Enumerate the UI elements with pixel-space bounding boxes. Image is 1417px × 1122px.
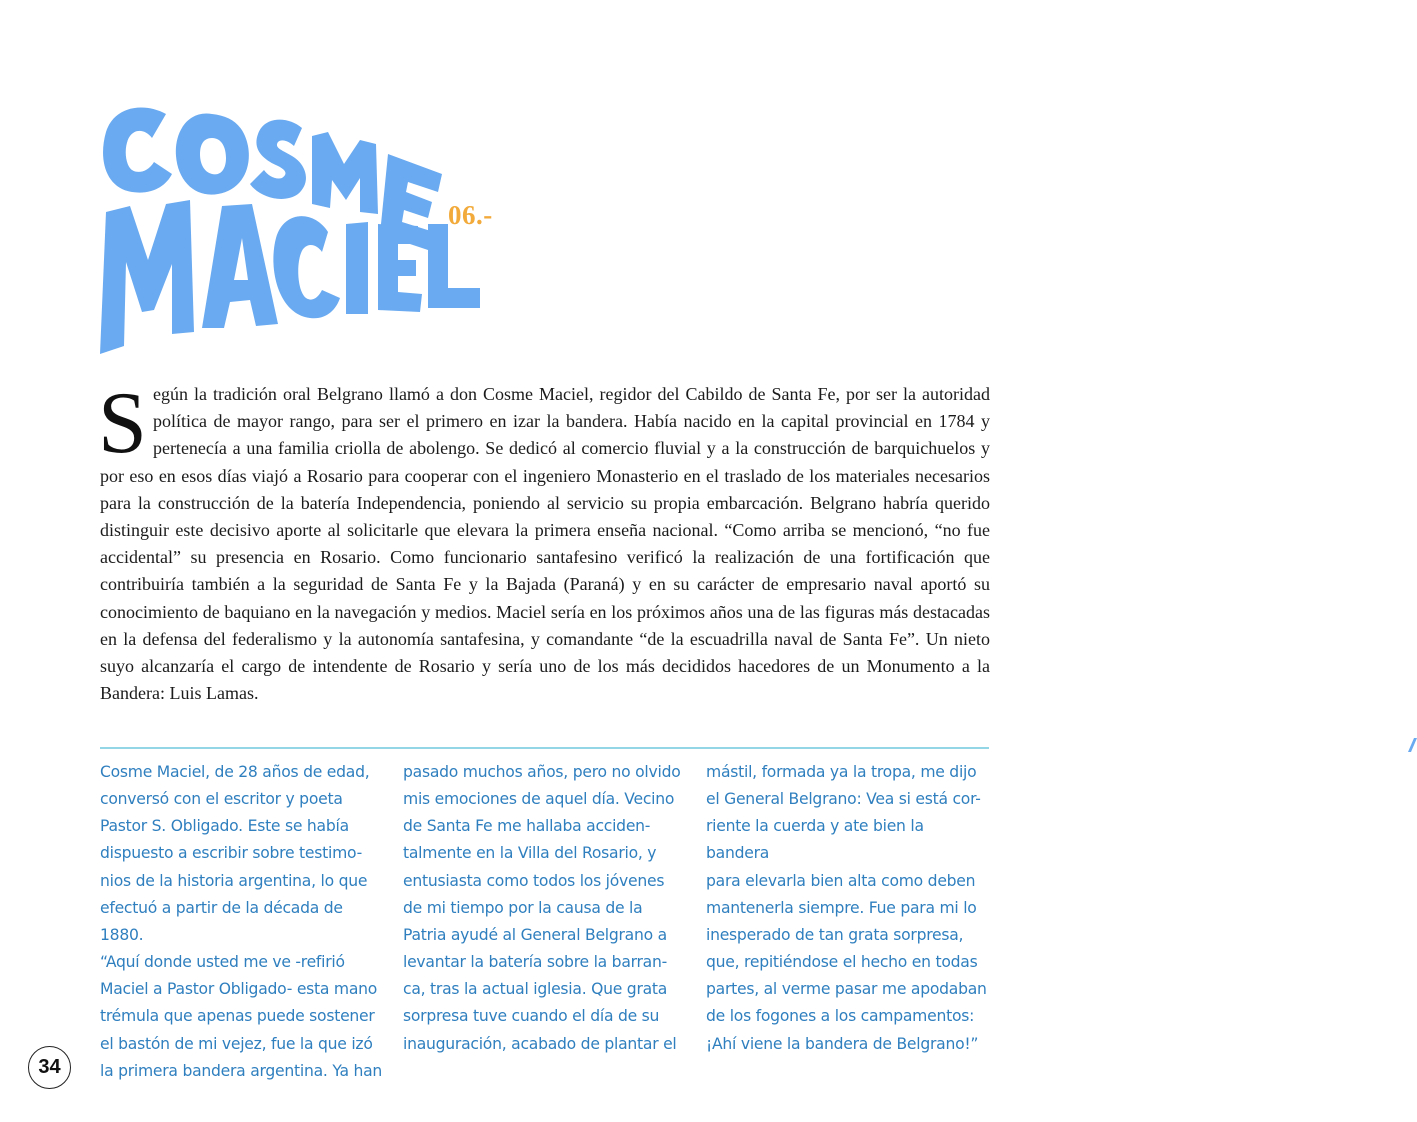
wavy-title-svg <box>92 92 492 362</box>
quote-column-2: pasado muchos años, pero no olvido mis emociones de aquel día. Vecino de Santa Fe me hallaba acciden- talmente en la Villa del Rosario, y entusiasta como todos los jóvenes de mi tiempo por la causa de la Patria ayudé al General Belgrano a levantar la batería sobre la barran- ca, tras la actual iglesia. Que grata sorpresa tuve cuando el día de su inauguración, acabado de plantar el <box>403 763 681 1053</box>
quote-column-3: mástil, formada ya la tropa, me dijo el General Belgrano: Vea si está cor- riente la cuerda y ate bien la bandera para elevarla bien alta como deben mantenerla siempre. Fue para mi lo inesperado de tan grata sorpresa, que, repitiéndose el hecho en todas partes, al verme pasar me apodaban de los fogones a los campamentos: ¡Ahí viene la bandera de Belgrano!” <box>706 763 987 1053</box>
main-body-text: egún la tradición oral Belgrano llamó a don Cosme Maciel, regidor del Cabildo de Santa Fe, por ser la autoridad política de mayor rango, para ser el primero en izar la bandera. Había nacido en la capital provincial en 1784 y pertenecía a una familia criolla de abolengo. Se dedicó al comercio fluvial y a la construcción de barquichuelos y por eso en esos días viajó a Rosario para cooperar con el ingeniero Monasterio en el traslado de los materiales necesarios para la construcción de la batería Independencia, poniendo al servicio su propia embarcación. Belgrano habría querido distinguir este decisivo aporte al solicitarle que elevara la primera enseña nacional. “Como arriba se mencionó, “no fue accidental” su presencia en Rosario. Como funcionario santafesino verificó la realización de una fortificación que contribuiría también a la seguridad de Santa Fe y la Bajada (Paraná) y en su carácter de empresario naval aportó su conocimiento de baquiano en la navegación y medios. Maciel sería en los próximos años una de las figuras más destacadas en la defensa del federalismo y la autonomía santafesina, y comandante “de la escuadrilla naval de Santa Fe”. Un nieto suyo alcanzaría el cargo de intendente de Rosario y sería uno de los más decididos hacedores de un Monumento a la Bandera: Luis Lamas. <box>100 384 990 704</box>
page-number-badge <box>28 1046 71 1089</box>
section-divider <box>100 747 989 749</box>
page-number: 34 <box>38 1056 61 1078</box>
edge-accent-mark <box>1408 738 1417 752</box>
quote-column-1: Cosme Maciel, de 28 años de edad, conversó con el escritor y poeta Pastor S. Obligado. Este se había dispuesto a escribir sobre testimo- nios de la historia argentina, lo que efectuó a partir de la década de 1880. “Aquí donde usted me ve -refirió Maciel a Pastor Obligado- esta mano trémula que apenas puede sostener el bastón de mi vejez, fue la que izó la primera bandera argentina. Ya han <box>100 763 383 1080</box>
chapter-number: 06.- <box>448 200 493 230</box>
title-line-maciel <box>100 200 480 354</box>
chapter-title-art <box>92 92 492 366</box>
main-body-paragraph <box>98 375 990 707</box>
drop-cap: S <box>98 375 147 472</box>
